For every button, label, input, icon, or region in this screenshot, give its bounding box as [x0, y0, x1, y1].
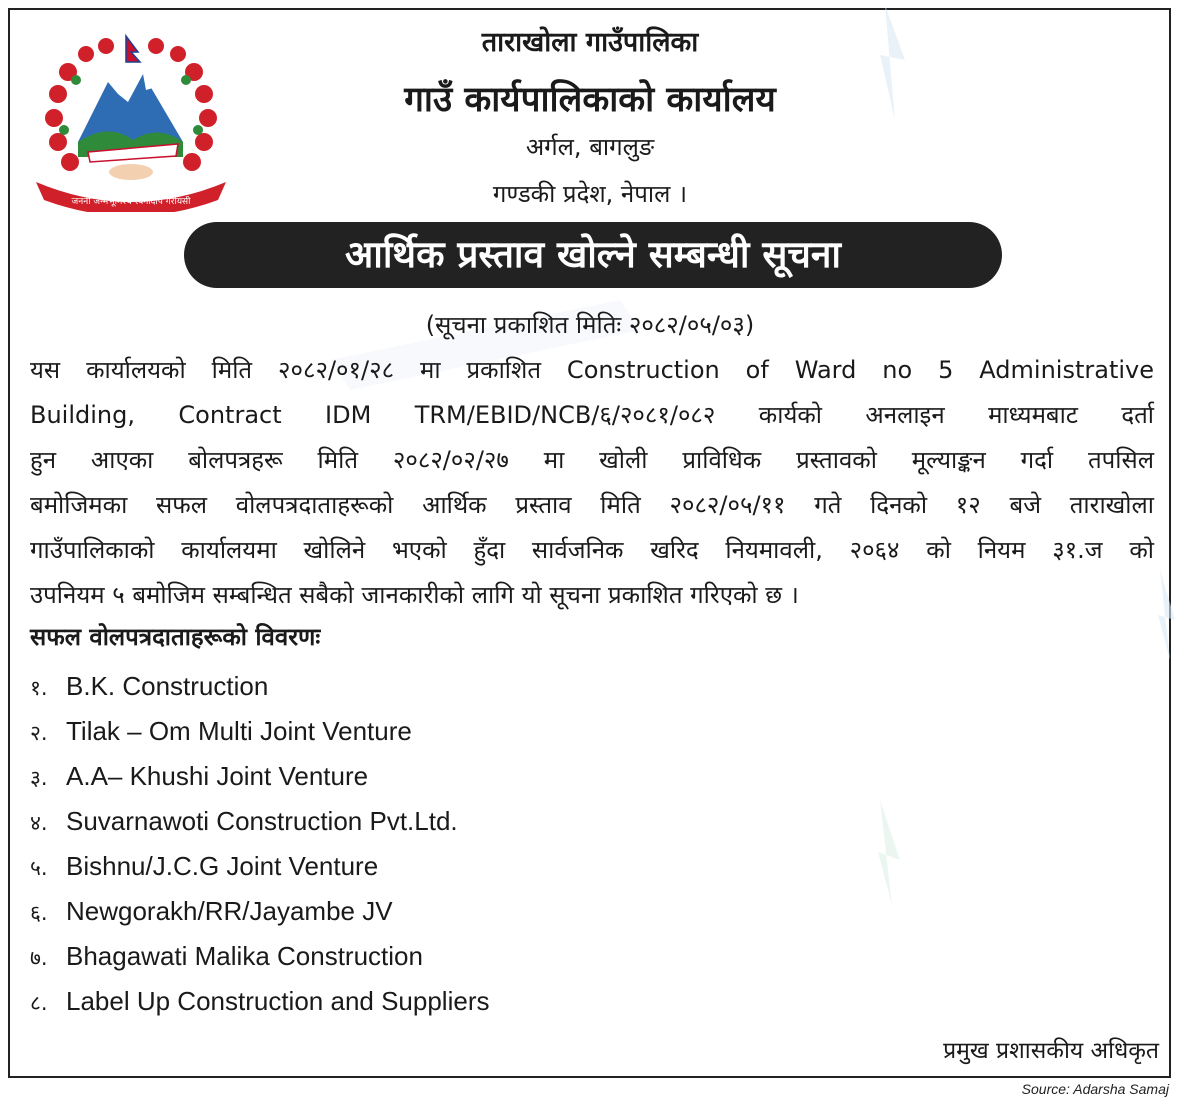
bidder-item: [30, 758, 368, 794]
bidder-item: [30, 983, 489, 1019]
bidder-number: ४.: [30, 811, 48, 835]
bidder-item: [30, 803, 458, 839]
bidder-name: Tilak – Om Multi Joint Venture: [66, 716, 412, 746]
source-credit: Source: Adarsha Samaj: [1021, 1081, 1169, 1097]
office-location: अर्गल, बागलुङ: [525, 133, 655, 161]
bidder-item: [30, 893, 393, 929]
bidder-number: २.: [30, 721, 48, 745]
body-line: यस कार्यालयको मिति २०८२/०१/२८ मा प्रकाशित Construction of Ward no 5 Administrative: [30, 356, 1154, 384]
bidder-item: [30, 713, 412, 749]
bidders-list-title: सफल वोलपत्रदाताहरूको विवरणः: [30, 623, 321, 651]
body-line: गाउँपालिकाको कार्यालयमा खोलिने भएको हुँदा सार्वजनिक खरिद नियमावली, २०६४ को नियम ३१.ज को: [30, 536, 1154, 564]
municipality-name: ताराखोला गाउँपालिका: [481, 27, 699, 58]
bidder-name: A.A– Khushi Joint Venture: [66, 761, 369, 791]
body-line: उपनियम ५ बमोजिम सम्बन्धित सबैको जानकारीको लागि यो सूचना प्रकाशित गरिएको छ ।: [30, 581, 799, 609]
bidder-number: ६.: [30, 901, 48, 925]
bidder-item: [30, 938, 423, 974]
emblem-motto: जननी जन्मभूमिश्च स्वर्गादपि गरीयसी: [71, 197, 191, 207]
bidder-item: [30, 848, 378, 884]
bidder-number: ३.: [30, 766, 48, 790]
body-line: हुन आएका बोलपत्रहरू मिति २०८२/०२/२७ मा खोली प्राविधिक प्रस्तावको मूल्याङ्कन गर्दा तपसिल: [30, 446, 1154, 474]
bidder-name: Newgorakh/RR/Jayambe JV: [66, 896, 393, 926]
bidder-number: ८.: [30, 991, 48, 1015]
signatory-title: प्रमुख प्रशासकीय अधिकृत: [943, 1038, 1159, 1064]
bidder-name: Label Up Construction and Suppliers: [66, 986, 490, 1016]
bidder-name: Bhagawati Malika Construction: [66, 941, 423, 971]
bidder-number: १.: [30, 676, 48, 700]
published-date: (सूचना प्रकाशित मितिः २०८२/०५/०३): [425, 311, 755, 339]
nepal-emblem: [28, 32, 234, 212]
bidder-number: ५.: [30, 856, 48, 880]
handshake-icon: [109, 164, 153, 180]
bidder-number: ७.: [30, 946, 48, 970]
bidder-item: [30, 668, 268, 704]
notice-title-banner: आर्थिक प्रस्ताव खोल्ने सम्बन्धी सूचना: [184, 222, 1002, 288]
flag-icon: [126, 36, 140, 62]
office-name: गाउँ कार्यपालिकाको कार्यालय: [404, 80, 776, 120]
body-line: Building, Contract IDM TRM/EBID/NCB/६/२०८१/०८२ कार्यको अनलाइन माध्यमबाट दर्ता: [30, 401, 1154, 429]
office-province: गण्डकी प्रदेश, नेपाल ।: [492, 180, 688, 208]
body-line: बमोजिमका सफल वोलपत्रदाताहरूको आर्थिक प्रस्ताव मिति २०८२/०५/११ गते दिनको १२ बजे ताराखोला: [30, 491, 1154, 519]
bidder-name: Bishnu/J.C.G Joint Venture: [66, 851, 379, 881]
bidder-name: B.K. Construction: [66, 671, 269, 701]
mountain-icon: [78, 74, 183, 142]
bidder-name: Suvarnawoti Construction Pvt.Ltd.: [66, 806, 458, 836]
